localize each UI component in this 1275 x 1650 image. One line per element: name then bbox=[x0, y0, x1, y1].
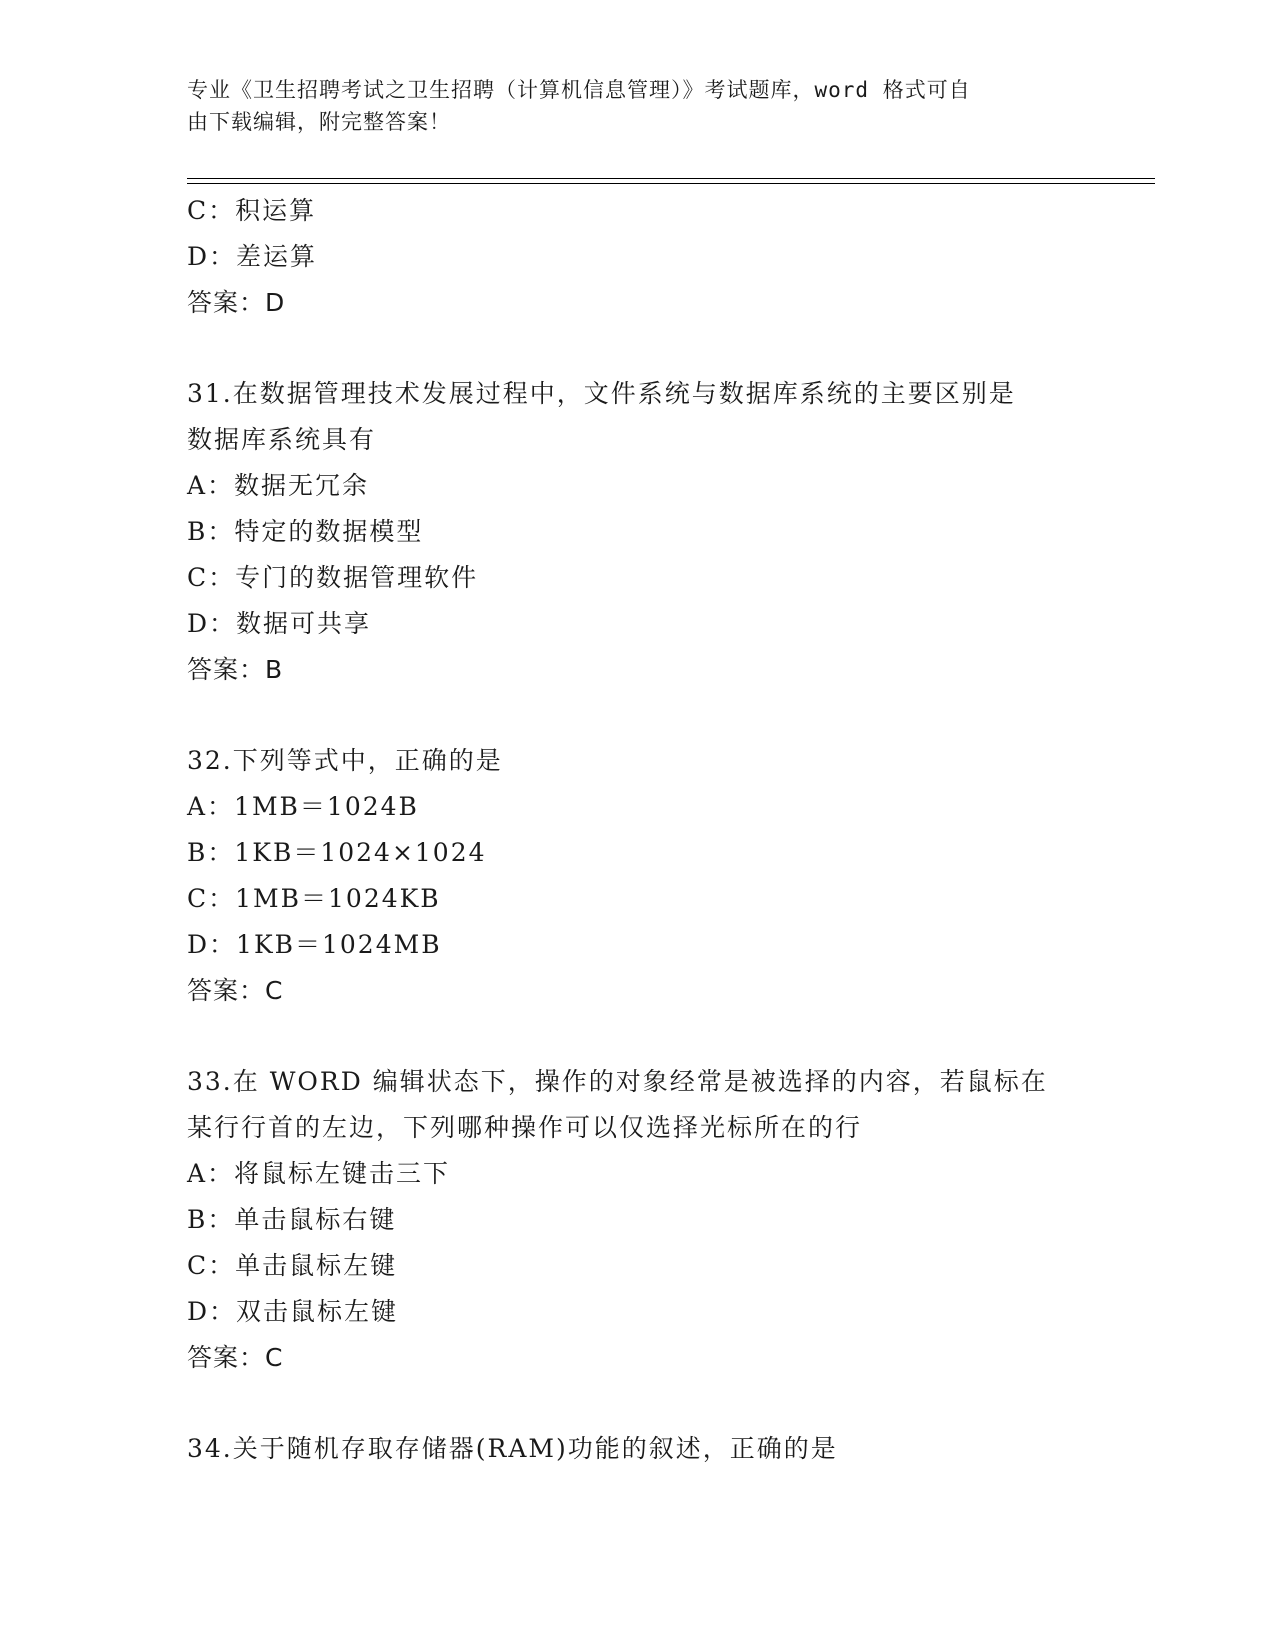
option-a: A：数据无冗余 bbox=[187, 471, 370, 500]
header-line-2: 由下载编辑，附完整答案！ bbox=[187, 110, 451, 134]
question-stem-continued: 数据库系统具有 bbox=[187, 425, 377, 454]
question-33 bbox=[187, 1059, 1087, 1381]
answer: 答案：C bbox=[187, 1343, 284, 1372]
question-30-tail bbox=[187, 188, 1087, 326]
question-spacer bbox=[187, 1381, 1087, 1426]
header-line-1: 专业《卫生招聘考试之卫生招聘（计算机信息管理）》考试题库，word 格式可自 bbox=[187, 78, 971, 102]
question-32 bbox=[187, 738, 1087, 1014]
option-d: D：双击鼠标左键 bbox=[187, 1297, 399, 1326]
answer: 答案：C bbox=[187, 976, 284, 1005]
option-c: C：单击鼠标左键 bbox=[187, 1251, 398, 1280]
header-divider-top bbox=[187, 178, 1155, 179]
question-list bbox=[187, 188, 1087, 1472]
option-b: B：单击鼠标右键 bbox=[187, 1205, 397, 1234]
option-c: C：1MB＝1024KB bbox=[187, 884, 441, 913]
option-b: B：特定的数据模型 bbox=[187, 517, 424, 546]
answer: 答案：D bbox=[187, 288, 286, 317]
question-spacer bbox=[187, 326, 1087, 371]
question-31 bbox=[187, 371, 1087, 693]
option-b: B：1KB＝1024×1024 bbox=[187, 838, 487, 867]
option-a: A：1MB＝1024B bbox=[187, 792, 419, 821]
option-d: D：数据可共享 bbox=[187, 609, 372, 638]
question-34 bbox=[187, 1426, 1087, 1472]
question-stem: 32.下列等式中，正确的是 bbox=[187, 746, 503, 775]
answer: 答案：B bbox=[187, 655, 284, 684]
question-spacer bbox=[187, 693, 1087, 738]
option-a: A：将鼠标左键击三下 bbox=[187, 1159, 451, 1188]
option-c: C：专门的数据管理软件 bbox=[187, 563, 479, 592]
question-stem: 34.关于随机存取存储器(RAM)功能的叙述，正确的是 bbox=[187, 1434, 838, 1463]
option-c: C：积运算 bbox=[187, 196, 317, 225]
question-stem-continued: 某行行首的左边，下列哪种操作可以仅选择光标所在的行 bbox=[187, 1113, 863, 1142]
option-d: D：差运算 bbox=[187, 242, 318, 271]
question-spacer bbox=[187, 1014, 1087, 1059]
document-header bbox=[187, 74, 1067, 138]
header-divider-bottom bbox=[187, 183, 1155, 184]
question-stem: 33.在 WORD 编辑状态下，操作的对象经常是被选择的内容，若鼠标在 bbox=[187, 1067, 1048, 1096]
option-d: D：1KB＝1024MB bbox=[187, 930, 442, 959]
question-stem: 31.在数据管理技术发展过程中，文件系统与数据库系统的主要区别是 bbox=[187, 379, 1016, 408]
